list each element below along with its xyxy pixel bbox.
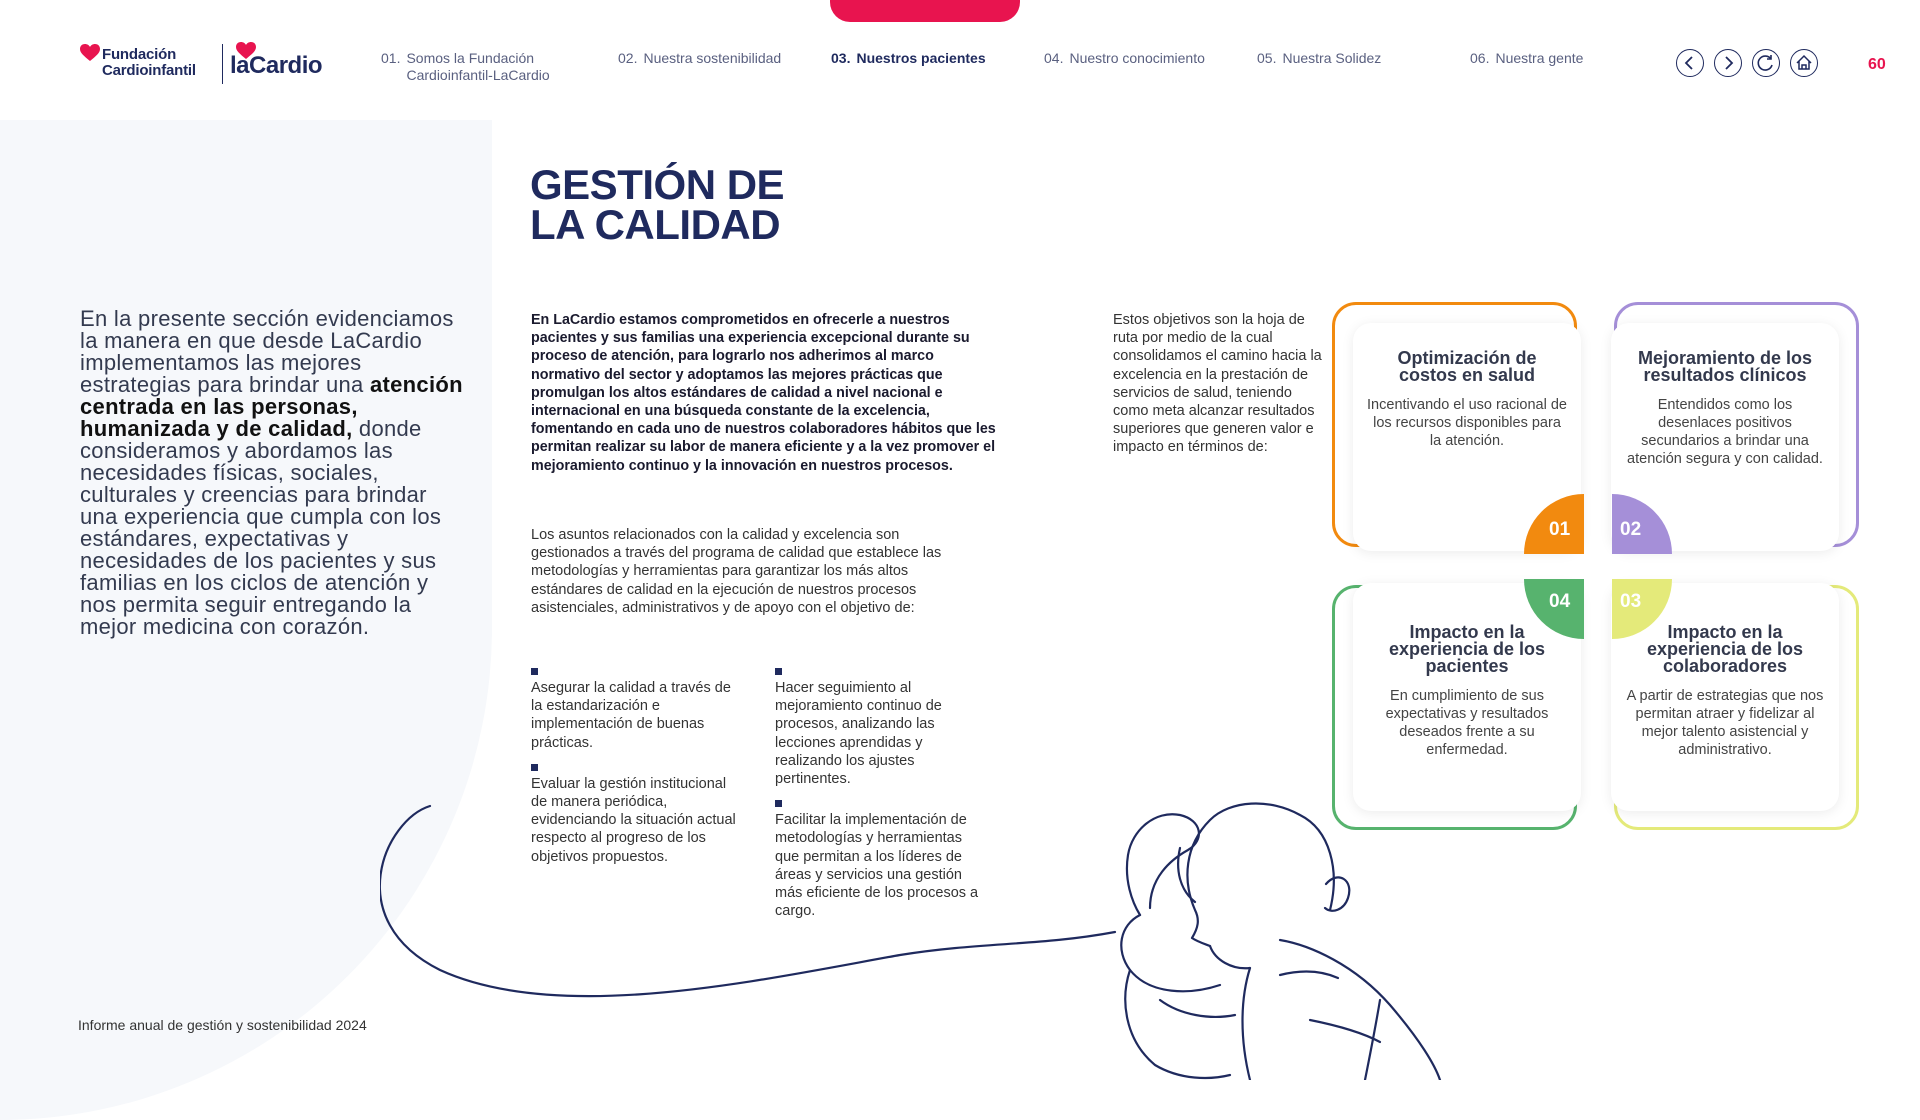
bullet-list-left <box>531 668 746 878</box>
card-text: Incentivando el uso racional de los recursos disponibles para la atención. <box>1367 397 1567 449</box>
heart-icon <box>80 44 100 62</box>
card-number-badge: 03 <box>1612 579 1672 639</box>
next-button[interactable] <box>1714 49 1742 77</box>
list-item: Asegurar la calidad a través de la estandarización e implementación de buenas prácticas. <box>531 668 746 752</box>
active-tab-indicator <box>830 0 1020 22</box>
objectives-intro-text: Estos objetivos son la hoja de ruta por medio de la cual consolidamos el camino hacia la excelencia en la prestación de servicios de salud, teniendo como meta alcanzar resultados superiores que generen valor e impacto en términos de: <box>1113 312 1322 456</box>
logo[interactable] <box>80 42 330 87</box>
footer-text: Informe anual de gestión y sostenibilidad 2024 <box>78 1017 367 1033</box>
chevron-left-icon <box>1677 50 1703 76</box>
page-title: GESTIÓN DE LA CALIDAD <box>530 161 785 248</box>
nav-item-somos[interactable]: 01. Somos la Fundación Cardioinfantil-LaCardio <box>381 50 550 83</box>
quality-program-paragraph: Los asuntos relacionados con la calidad y excelencia son gestionados a través del programa de calidad que establece las metodologías y herramientas para garantizar los más altos estándares de calidad en la ejecución de nuestros procesos asistenciales, administrativos y de apoyo con el objetivo de: <box>531 527 942 616</box>
commitment-paragraph: En LaCardio estamos comprometidos en ofrecerle a nuestros pacientes y sus familias una experiencia excepcional durante su proceso de atención, para lograrlo nos adherimos al marco normativo del sector y adoptamos las mejores prácticas que promulgan los altos estándares de calidad a nivel nacional e internacional en una búsqueda constante de la excelencia, fomentando en cada uno de nuestros colaboradores hábitos que les permitan realizar su labor de manera eficiente y a la vez promover el mejoramiento continuo y la innovación en nuestros procesos. <box>531 312 996 474</box>
list-item: Evaluar la gestión institucional de manera periódica, evidenciando la situación actual respecto al progreso de los objetivos propuestos. <box>531 764 746 866</box>
logo-divider <box>222 44 223 84</box>
nav-item-sostenibilidad[interactable]: 02. Nuestra sostenibilidad <box>618 50 782 66</box>
card-number-badge: 02 <box>1612 494 1672 554</box>
chevron-right-icon <box>1715 50 1741 76</box>
card-title: Impacto en la experiencia de los pacientes <box>1388 622 1546 676</box>
nav-item-gente[interactable]: 06. Nuestra gente <box>1470 50 1584 66</box>
card-text: A partir de estrategias que nos permitan atraer y fidelizar al mejor talento asistencial y administrativo. <box>1626 688 1824 758</box>
logo-brand: laCardio <box>230 52 323 79</box>
page-number: 60 <box>1868 56 1886 73</box>
bullet-square-icon <box>775 800 782 807</box>
nav-item-pacientes[interactable]: 03. Nuestros pacientes <box>831 50 986 66</box>
nav-item-solidez[interactable]: 05. Nuestra Solidez <box>1257 50 1382 66</box>
bullet-list-right <box>775 668 990 932</box>
logo-text: Fundación Cardioinfantil <box>102 46 196 79</box>
home-button[interactable] <box>1790 49 1818 77</box>
card-title: Optimización de costos en salud <box>1397 348 1537 385</box>
card-title: Impacto en la experiencia de los colaboradores <box>1646 622 1804 676</box>
refresh-button[interactable] <box>1752 49 1780 77</box>
list-item: Facilitar la implementación de metodologías y herramientas que permitan a los líderes de áreas y servicios una gestión más eficiente de los procesos a cargo. <box>775 800 990 920</box>
list-item: Hacer seguimiento al mejoramiento continuo de procesos, analizando las lecciones aprendidas y realizando los ajustes pertinentes. <box>775 668 990 788</box>
card-number-badge: 01 <box>1524 494 1584 554</box>
intro-text: En la presente sección evidenciamos la manera en que desde LaCardio implementamos las mejores estrategias para brindar una atención centrada en las personas, humanizada y de calidad, donde consideramos y abordamos las necesidades físicas, sociales, culturales y creencias para brindar una experiencia que cumpla con los estándares, expectativas y necesidades de los pacientes y sus familias en los ciclos de atención y nos permita seguir entregando la mejor medicina con corazón. <box>80 306 463 639</box>
bullet-square-icon <box>531 668 538 675</box>
card-number-badge: 04 <box>1524 579 1584 639</box>
nav-item-conocimiento[interactable]: 04. Nuestro conocimiento <box>1044 50 1205 66</box>
home-icon <box>1791 50 1817 76</box>
previous-button[interactable] <box>1676 49 1704 77</box>
card-text: En cumplimiento de sus expectativas y resultados deseados frente a su enfermedad. <box>1385 688 1549 758</box>
refresh-icon <box>1753 50 1779 76</box>
card-text: Entendidos como los desenlaces positivos secundarios a brindar una atención segura y con calidad. <box>1627 397 1823 467</box>
card-title: Mejoramiento de los resultados clínicos <box>1637 348 1813 385</box>
bullet-square-icon <box>775 668 782 675</box>
bullet-square-icon <box>531 764 538 771</box>
